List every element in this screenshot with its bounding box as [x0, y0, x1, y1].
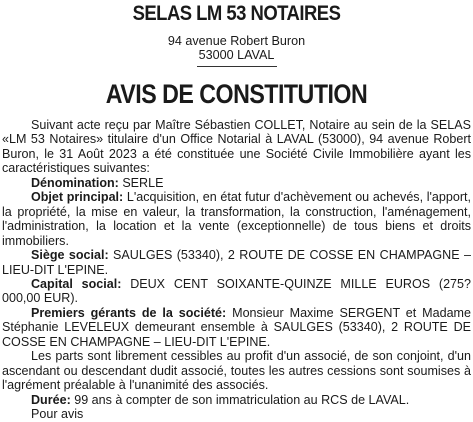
closing-line: Pour avis	[31, 407, 84, 422]
firm-street-address: 94 avenue Robert Buron	[167, 34, 306, 48]
field-value: DEUX CENT SOIXANTE-QUINZE MILLE EUROS (275?000,00 EUR).	[2, 276, 471, 306]
notice-title: AVIS DE CONSTITUTION	[105, 79, 368, 109]
field-value: SAULGES (53340), 2 ROUTE DE COSSE EN CHAMPAGNE – LIEU-DIT L'EPINE.	[2, 248, 471, 277]
header-divider	[197, 66, 277, 67]
field-label: Premiers gérants de la société:	[31, 305, 227, 320]
field-duree	[2, 393, 471, 407]
field-label: Dénomination:	[31, 175, 119, 190]
firm-postal-city: 53000 LAVAL	[198, 48, 275, 62]
field-label: Capital social:	[31, 276, 122, 291]
notary-firm-name: SELAS LM 53 NOTAIRES	[132, 2, 341, 25]
field-label: Durée:	[31, 392, 71, 407]
field-label: Objet principal:	[31, 190, 124, 205]
field-premiers-gerants	[2, 306, 471, 349]
field-value: L'acquisition, en état futur d'achèvement ou achevés, l'apport, la propriété, la mise en valeur, la transformation, la construction, l'aménagement, l'administration, la location et la vente (exceptionnelle) de tous biens et droits immobiliers.	[2, 190, 471, 248]
field-label: Siège social:	[31, 248, 109, 263]
field-value: Monsieur Maxime SERGENT et Madame Stéphanie LEVELEUX demeurant ensemble à SAULGES (53340), 2 ROUTE DE COSSE EN CHAMPAGNE – LIEU-DIT L'EPINE.	[2, 305, 471, 349]
notice-body	[2, 118, 471, 422]
field-siege-social	[2, 248, 471, 277]
transfer-clause: Les parts sont librement cessibles au profit d'un associé, de son conjoint, d'un ascendant ou descendant dudit associé, toutes les autres cessions sont soumises à l'agrément préalable à l'unanimité des associés.	[2, 349, 471, 393]
field-value: 99 ans à compter de son immatriculation au RCS de LAVAL.	[70, 392, 410, 407]
field-value: SERLE	[118, 175, 164, 190]
field-denomination	[2, 176, 471, 190]
field-capital-social	[2, 277, 471, 306]
field-objet-principal	[2, 190, 471, 248]
intro-paragraph: Suivant acte reçu par Maître Sébastien COLLET, Notaire au sein de la SELAS «LM 53 Notaires» titulaire d'un Office Notarial à LAVAL (53000), 94 avenue Robert Buron, le 31 Août 2023 a été constituée une Société Civile Immobilière ayant les caractéristiques suivantes:	[2, 118, 471, 176]
